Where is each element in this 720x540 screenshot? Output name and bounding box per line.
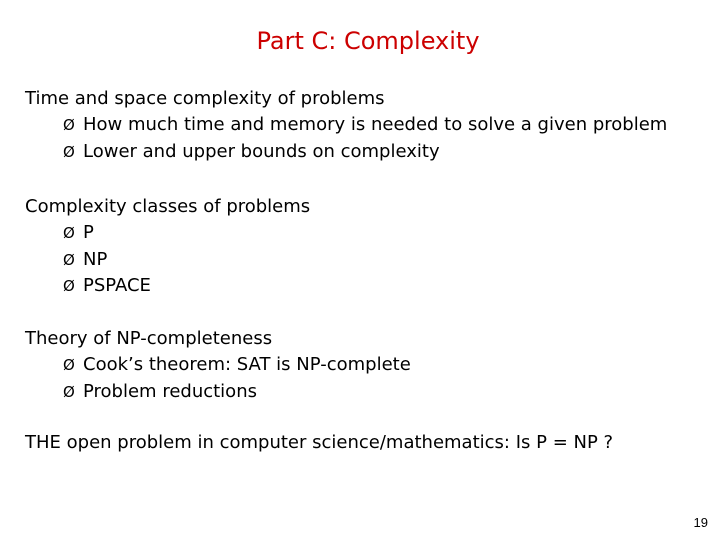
- bullet-item: [25, 352, 705, 379]
- section-heading: Theory of NP-completeness: [25, 328, 273, 349]
- arrow-bullet-icon: Ø: [63, 356, 75, 375]
- bullet-text: P: [83, 222, 94, 243]
- arrow-bullet-icon: Ø: [63, 277, 75, 296]
- bullet-item: [25, 112, 705, 139]
- section-heading: Complexity classes of problems: [25, 196, 311, 217]
- bullet-text: How much time and memory is needed to solve a given problem: [83, 114, 668, 135]
- bullet-text: Problem reductions: [83, 380, 257, 402]
- bullet-text: PSPACE: [83, 275, 151, 296]
- bullet-text: Lower and upper bounds on complexity: [83, 140, 440, 162]
- arrow-bullet-icon: Ø: [63, 224, 75, 243]
- arrow-bullet-icon: Ø: [63, 382, 75, 401]
- bullet-text: Cook’s theorem: SAT is NP-complete: [83, 354, 411, 375]
- arrow-bullet-icon: Ø: [63, 116, 75, 135]
- section-classes: [25, 194, 705, 300]
- section-heading: Time and space complexity of problems: [25, 88, 385, 109]
- section-complexity: [25, 86, 705, 165]
- page-number: 19: [693, 515, 708, 530]
- slide-title: Part C: Complexity: [256, 27, 480, 55]
- arrow-bullet-icon: Ø: [63, 142, 75, 161]
- bullet-item: [25, 139, 705, 166]
- bullet-text: NP: [83, 248, 108, 270]
- bullet-item: [25, 220, 705, 247]
- bullet-item: [25, 379, 705, 406]
- bullet-item: [25, 247, 705, 274]
- bullet-item: [25, 273, 705, 300]
- section-np-completeness: [25, 326, 705, 405]
- conclusion-text: THE open problem in computer science/mathematics: Is P = NP ?: [25, 432, 614, 453]
- arrow-bullet-icon: Ø: [63, 250, 75, 269]
